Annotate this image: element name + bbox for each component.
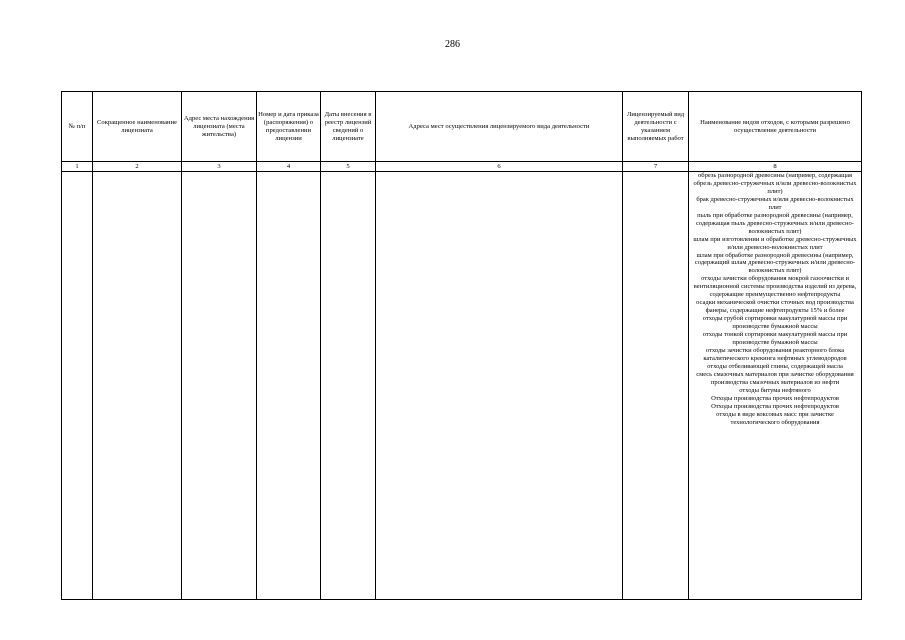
list-item: отходы отбеливающей глины, содержащей масла — [707, 362, 843, 370]
header-cell: Адреса мест осуществления лицензируемого вида деятельности — [376, 92, 623, 162]
empty-cell — [376, 172, 623, 600]
waste-types-cell — [689, 172, 862, 600]
header-cell: Номер и дата приказа (распоряжения) о предоставлении лицензии — [257, 92, 321, 162]
list-item: брак древесно-стружечных и/или древесно-волокнистых плит — [696, 195, 854, 211]
header-cell: № п/п — [62, 92, 93, 162]
column-number: 5 — [321, 162, 376, 172]
list-item: отходы тонкой сортировки макулатурной массы при производстве бумажной массы — [702, 331, 848, 347]
column-number: 8 — [689, 162, 862, 172]
empty-cell — [257, 172, 321, 600]
column-number: 1 — [62, 162, 93, 172]
list-item: смесь смазочных материалов при зачистке оборудования производства смазочных материалов из нефти — [696, 370, 854, 386]
column-number: 3 — [182, 162, 257, 172]
column-number-row — [62, 162, 862, 172]
list-item: обрезь разнородной древесины (например, содержащая обрезь древесно-стружечных и/или древесно-волокнистых плит) — [693, 172, 857, 195]
empty-cell — [623, 172, 689, 600]
list-item: отходы зачистки оборудования реакторного блока каталитического крекинга нефтяных углеводородов — [703, 346, 847, 362]
header-cell: Адрес места нахождения лицензиата (места жительства) — [182, 92, 257, 162]
empty-cell — [321, 172, 376, 600]
list-item: шлам при изготовлении и обработке древесно-стружечных и/или древесно-волокнистых плит — [693, 235, 857, 251]
header-cell: Наименование видов отходов, с которыми разрешено осуществление деятельности — [689, 92, 862, 162]
column-number: 4 — [257, 162, 321, 172]
column-number: 2 — [93, 162, 182, 172]
empty-cell — [62, 172, 93, 600]
list-item: отходы в виде коксовых масс при зачистке технологического оборудования — [716, 410, 834, 426]
list-item: Отходы производства прочих нефтепродуктов — [711, 402, 839, 410]
list-item: Отходы производства прочих нефтепродуктов — [711, 394, 839, 402]
header-row — [62, 92, 862, 162]
list-item: отходы грубой сортировки макулатурной массы при производстве бумажной массы — [702, 315, 848, 331]
empty-cell — [182, 172, 257, 600]
license-registry-table — [61, 91, 862, 600]
list-item: пыль при обработке разнородной древесины (например, содержащая пыль древесно-стружечных и/или древесно-волокнистых плит) — [696, 211, 854, 235]
column-number: 6 — [376, 162, 623, 172]
list-item: осадки механической очистки сточных вод производства фанеры, содержащие нефтепродукты 15% и более — [696, 299, 854, 315]
list-item: шлам при обработке разнородной древесины (например, содержащий шлам древесно-стружечных и/или древесно-волокнистых плит) — [694, 251, 856, 275]
column-number: 7 — [623, 162, 689, 172]
empty-cell — [93, 172, 182, 600]
list-item: отходы битума нефтяного — [739, 386, 811, 394]
header-cell: Сокращенное наименование лицензиата — [93, 92, 182, 162]
list-item: отходы зачистки оборудования мокрой газоочистки и вентиляционной системы производства изделий из дерева, содержащие преимущественно нефтепродукты — [693, 275, 857, 299]
header-cell: Даты внесения в реестр лицензий сведений о лицензиате — [321, 92, 376, 162]
page-number: 286 — [445, 39, 460, 50]
header-cell: Лицензируемый вид деятельности с указанием выполняемых работ — [623, 92, 689, 162]
table-row — [62, 172, 862, 600]
